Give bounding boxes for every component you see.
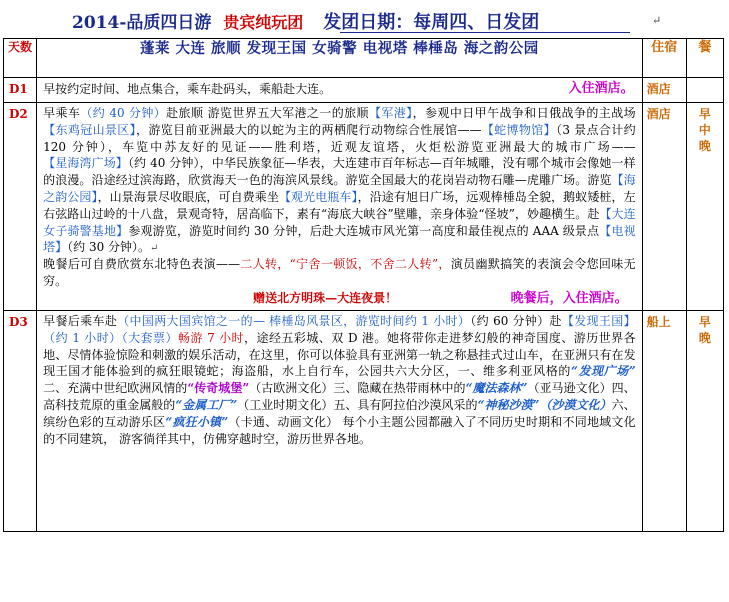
day-content-d1: [37, 78, 643, 103]
hotel-d1: 酒店: [642, 78, 686, 103]
meals-d2: [686, 103, 723, 311]
text-segment: “疯狂小镇”: [165, 414, 229, 429]
day-content-d3: [37, 310, 643, 531]
text-segment: ↵: [150, 243, 159, 255]
header-route: 蓬莱 大连 旅顺 发现王国 女骑警 电视塔 棒棰岛 海之韵公园: [37, 39, 643, 78]
text-segment: 参观游览，游览时间约 30 分钟，后赴大连城市风光第一高度和最佳视点的 AAA 级景点: [128, 223, 600, 238]
title-subtitle: 贵宾纯玩团: [223, 13, 304, 32]
text-segment: 二人转，“宁舍一顿饭，不舍二人转”，: [239, 257, 451, 272]
d1-checkin: 入住酒店。: [568, 81, 634, 96]
document-title-bar: [0, 0, 729, 38]
day-label-d3: D3: [4, 310, 37, 531]
table-row-d2: [4, 103, 724, 311]
table-row-d1: [4, 78, 724, 103]
text-segment: 早餐后乘车赴: [43, 313, 118, 328]
meal-item: 早: [698, 107, 711, 121]
text-segment: （约 60 分钟）赴: [470, 313, 562, 328]
d2-paragraph-2: [43, 256, 636, 290]
d2-checkin: 晚餐后，入住酒店。: [510, 290, 628, 306]
d3-paragraph: [43, 313, 636, 529]
meals-d1: [686, 78, 723, 103]
d2-paragraph-1: [43, 105, 636, 256]
text-segment: （约 40 分钟）: [80, 106, 167, 120]
text-segment: 【星海湾广场】: [43, 156, 128, 171]
paragraph-mark-icon: ↵: [652, 14, 662, 27]
text-segment: 二、充满中世纪欧洲风情的: [43, 381, 188, 396]
title-departure-date: 发团日期：每周四、日发团: [323, 12, 540, 33]
text-segment: （工业时期文化）五、具有阿拉伯沙漠风采的: [237, 397, 478, 412]
itinerary-table: [3, 38, 724, 532]
text-segment: “发现广场”: [570, 364, 636, 379]
text-segment: 早乘车: [43, 106, 81, 120]
header-hotel: 住宿: [642, 39, 686, 78]
title-main: 2014-品质四日游: [72, 13, 212, 33]
title-line: [72, 8, 539, 34]
text-segment: （约 30 分钟）。: [67, 240, 151, 255]
text-segment: （约 40 分钟），中华民族象征—华表，大连建市百年标志—百年城雕，没有哪个城市会像她一样的浪漫。沿途经过滨海路，欣赏海天一色的海滨风景线。游览全国最大的花岗岩动物石雕—虎雕广场。游览: [43, 156, 636, 188]
text-segment: ，游览目前亚洲最大的以蛇为主的两栖爬行动物综合性展馆——: [136, 122, 482, 137]
text-segment: 【军港】: [368, 106, 413, 120]
text-segment: （古欧洲文化）三、隐藏在热带雨林中的: [249, 381, 466, 396]
text-segment: ，山景海景尽收眼底，可自费乘坐: [97, 189, 279, 204]
meal-item: 早: [698, 314, 711, 329]
text-segment: “魔法森林”: [465, 381, 528, 396]
text-segment: 【大连女子骑警基地】: [43, 206, 636, 238]
text-segment: （3 景点合计约 120 分钟），车览中苏友好的见证——胜利塔，近观友谊塔，火炬松游览亚洲最大的城市广场——: [43, 122, 636, 154]
text-segment: “传奇城堡”: [187, 381, 250, 396]
table-header-row: [4, 39, 724, 78]
text-segment: （卡通、动画文化） 每个小主题公园都融入了不同历史时期和不同地域文化的不同建筑， 游客徜徉其中，仿佛穿越时空，游历世界各地。: [43, 414, 636, 446]
meal-item: 中: [698, 123, 711, 138]
text-segment: 【发现王国】（约 1 小时）（大套票）: [43, 313, 636, 345]
text-segment: 畅游 7 小时: [177, 330, 245, 345]
day-label-d2: D2: [4, 103, 37, 311]
d2-night-view-gift: 赠送北方明珠—大连夜景！: [253, 290, 398, 305]
table-row-d3: [4, 310, 724, 531]
text-segment: ，途经五彩城、双 D 港。她将带你走进梦幻般的神奇国度、游历世界各地、尽情体验惊险和刺激的娱乐活动，在这里，你可以体验具有亚洲第一轨之称悬挂式过山车，在亚洲只有在发现王国才能体验到的疯狂眼镜蛇；海盗船，水上自行车，公园共六大分区，一、维多利亚风格的: [43, 330, 636, 379]
meal-item: 晚: [698, 331, 711, 346]
meal-item: 晚: [698, 139, 711, 154]
day-content-d2: [37, 103, 643, 311]
text-segment: 【观光电瓶车】: [278, 189, 358, 204]
text-segment: 六、缤纷色彩的互动游乐区: [43, 397, 636, 429]
text-segment: 【海之韵公园】: [43, 173, 636, 204]
text-segment: 晚餐后可自费欣赏东北特色表演——: [43, 257, 240, 272]
meals-d3: [686, 310, 723, 531]
text-segment: 演员幽默搞笑的表演会令您回味无穷。: [43, 257, 636, 289]
text-segment: 【蛇博物馆】: [481, 122, 556, 137]
hotel-d3: 船上: [642, 310, 686, 531]
text-segment: ，沿途有旭日广场，远观棒棰岛全貌，鹅蚁矮桩，左右弦路山过岭的十八盘，景观奇特，居高临下，素有“海底大峡谷”壁雕，亲身体验“怪坡”，妙趣横生。赴: [43, 189, 636, 221]
text-segment: 赴旅顺 游览世界五大军港之一的旅顺: [166, 106, 369, 120]
text-segment: ，参观中日甲午战争和日俄战争的主战场: [412, 106, 636, 120]
hotel-d2: 酒店: [642, 103, 686, 311]
day-label-d1: D1: [4, 78, 37, 103]
text-segment: “神秘沙漠”（沙漠文化）: [477, 397, 612, 412]
text-segment: “金属工厂”: [175, 397, 238, 412]
text-segment: 【电视塔】: [43, 223, 636, 255]
text-segment: 【东鸡冠山景区】: [43, 122, 137, 137]
d2-end-line: [43, 290, 636, 308]
text-segment: （中国两大国宾馆之一的— 棒棰岛风景区，游览时间约 1 小时）: [117, 313, 471, 328]
d1-text: 早按约定时间、地点集合，乘车赴码头，乘船赴大连。: [43, 82, 332, 96]
text-segment: （亚马逊文化）四、高科技荒原的重金属般的: [43, 381, 636, 412]
header-meal: 餐: [686, 39, 723, 78]
title-underline: [340, 32, 630, 33]
header-day: 天数: [4, 39, 37, 78]
